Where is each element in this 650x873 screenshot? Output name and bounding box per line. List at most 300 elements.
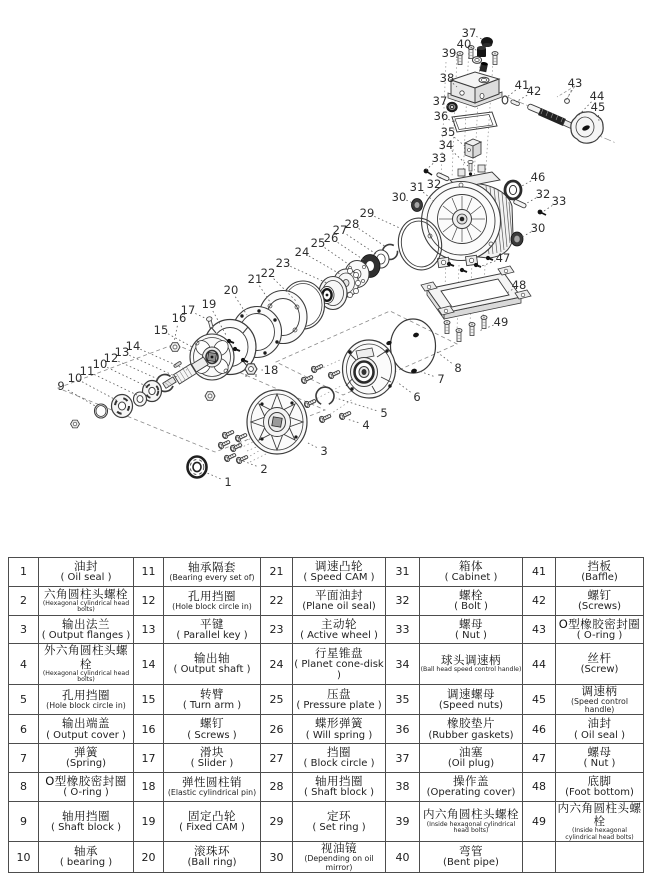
part-number-cell: 4	[9, 644, 39, 684]
part-name-cell	[39, 715, 134, 744]
part-name-en: (Spring)	[39, 759, 133, 770]
part-name-zh: 孔用挡圈	[164, 590, 260, 603]
leader-line	[336, 398, 376, 411]
part-name-en: ( Slider )	[164, 759, 260, 770]
part-bolt-33-left	[424, 169, 432, 175]
part-number-cell: 20	[134, 842, 164, 873]
part-name-zh: 转臂	[164, 688, 260, 701]
leader-line	[419, 371, 433, 376]
part-number-cell: 10	[9, 842, 39, 873]
part-name-cell	[164, 558, 261, 587]
part-name-zh: 固定凸轮	[164, 810, 260, 823]
part-name-en: ( Parallel key )	[164, 631, 260, 642]
callout-35: 35	[441, 125, 456, 139]
part-name-en: (Rubber gaskets)	[420, 731, 522, 742]
table-row	[9, 744, 644, 773]
callout-20: 20	[224, 283, 239, 297]
callout-23: 23	[276, 256, 291, 270]
part-name-en: (Oil plug)	[420, 759, 522, 770]
part-oil-seal-46	[505, 181, 521, 199]
callout-22: 22	[261, 266, 276, 280]
part-nut-left	[71, 420, 80, 428]
part-name-cell	[556, 772, 644, 801]
part-name-en: (Inside hexagonal cylindrical head bolts)	[556, 828, 643, 841]
part-name-zh: 输出端盖	[39, 717, 133, 730]
part-name-cell	[293, 558, 386, 587]
part-name-cell	[420, 558, 523, 587]
part-name-zh: 平面油封	[293, 589, 385, 602]
part-name-zh: 滑块	[164, 746, 260, 759]
part-name-cell	[39, 684, 134, 715]
part-name-en: ( Output shaft )	[164, 665, 260, 676]
part-name-en: (Inside hexagonal cylindrical head bolts)	[420, 822, 522, 835]
part-name-en: (Hexagonal cylindrical head bolts)	[39, 601, 133, 614]
part-name-en: (Screw)	[556, 665, 643, 676]
part-name-en: (Hole block circle in)	[39, 702, 133, 710]
part-name-cell	[420, 644, 523, 684]
part-name-zh: 螺母	[556, 746, 643, 759]
part-name-zh: 调速凸轮	[293, 560, 385, 573]
leader-line	[359, 228, 386, 247]
callout-29: 29	[360, 206, 375, 220]
part-oil-seal-1	[188, 457, 207, 478]
part-name-cell	[39, 558, 134, 587]
part-number-cell: 6	[9, 715, 39, 744]
part-name-cell	[164, 842, 261, 873]
table-row	[9, 772, 644, 801]
part-name-zh: 轴用挡圈	[39, 810, 133, 823]
part-name-en: (Speed nuts)	[420, 701, 522, 712]
part-name-cell	[420, 715, 523, 744]
part-name-zh: 孔用挡圈	[39, 689, 133, 702]
part-oil-mirror-30-right	[511, 232, 523, 246]
part-name-zh: 弯管	[420, 845, 522, 858]
callout-numbers	[57, 26, 605, 489]
part-name-cell	[293, 644, 386, 684]
part-name-cell	[164, 744, 261, 773]
part-screw-34	[468, 160, 473, 175]
part-bolts-49	[444, 316, 487, 342]
part-name-zh: 箱体	[420, 560, 522, 573]
part-circlip-5	[316, 387, 334, 404]
table-row	[9, 558, 644, 587]
part-name-zh: 调速螺母	[420, 688, 522, 701]
part-name-en: ( bearing )	[39, 858, 133, 869]
callout-43: 43	[568, 76, 583, 90]
part-name-zh: 轴承	[39, 845, 133, 858]
part-name-en: ( Turn arm )	[164, 701, 260, 712]
callout-12: 12	[104, 351, 119, 365]
callout-24: 24	[295, 245, 310, 259]
part-number-cell: 38	[386, 772, 420, 801]
table-row	[9, 801, 644, 841]
part-name-zh: 压盘	[293, 688, 385, 701]
part-pin-32-right	[513, 199, 527, 208]
part-name-cell	[556, 744, 644, 773]
part-number-cell: 34	[386, 644, 420, 684]
part-name-en: (Depending on oil mirror)	[293, 855, 385, 871]
part-speed-nut-35	[465, 139, 481, 158]
table-row	[9, 684, 644, 715]
part-name-zh: 挡板	[556, 560, 643, 573]
part-output-flange-3	[247, 390, 307, 454]
callout-16: 16	[172, 311, 187, 325]
part-number-cell: 27	[261, 744, 293, 773]
part-name-cell	[39, 842, 134, 873]
part-number-cell: 49	[523, 801, 556, 841]
part-number-cell: 19	[134, 801, 164, 841]
callout-34: 34	[439, 138, 454, 152]
part-name-zh: 输出法兰	[39, 618, 133, 631]
callout-2: 2	[260, 462, 267, 476]
part-name-en: (Operating cover)	[420, 788, 522, 799]
part-number-cell: 16	[134, 715, 164, 744]
part-foot-bracket	[421, 266, 531, 319]
table-row	[9, 615, 644, 644]
callout-47: 47	[496, 251, 511, 265]
callout-4: 4	[362, 418, 369, 432]
part-number-cell	[523, 842, 556, 873]
leader-line	[454, 137, 466, 147]
part-name-en: ( Output flanges )	[39, 631, 133, 642]
part-name-cell	[293, 715, 386, 744]
callout-27: 27	[333, 223, 348, 237]
part-name-cell	[164, 615, 261, 644]
part-name-zh: 螺母	[420, 618, 522, 631]
part-name-cell	[420, 586, 523, 615]
part-operating-cover-38	[448, 72, 502, 107]
part-name-cell	[293, 684, 386, 715]
part-oil-plug-37-top	[481, 37, 493, 47]
part-name-zh: 输出轴	[164, 652, 260, 665]
part-name-cell	[39, 801, 134, 841]
part-name-en: ( Planet cone-disk )	[293, 660, 385, 681]
leader-line	[567, 90, 571, 99]
leader-line	[68, 390, 97, 407]
part-number-cell: 40	[386, 842, 420, 873]
part-name-zh: 螺钉	[556, 589, 643, 602]
part-name-en: ( Pressure plate )	[293, 701, 385, 712]
parts-table	[8, 557, 644, 873]
part-name-en: (Hexagonal cylindrical head bolts)	[39, 671, 133, 684]
part-number-cell: 45	[523, 684, 556, 715]
part-name-zh: 螺钉	[164, 717, 260, 730]
leader-line	[308, 443, 317, 447]
part-name-en: ( Nut )	[420, 631, 522, 642]
part-number-cell: 41	[523, 558, 556, 587]
part-name-en: (Speed control handle)	[556, 698, 643, 714]
part-number-cell: 28	[261, 772, 293, 801]
part-name-cell	[556, 684, 644, 715]
part-parallel-key-13	[173, 361, 181, 368]
part-name-cell	[39, 772, 134, 801]
part-number-cell: 46	[523, 715, 556, 744]
part-pin-18	[245, 364, 257, 377]
callout-49: 49	[494, 315, 509, 329]
part-name-cell	[556, 558, 644, 587]
part-name-cell	[293, 744, 386, 773]
leader-line	[397, 382, 411, 392]
part-name-en: ( Shaft block )	[293, 788, 385, 799]
part-name-en: (Foot bottom)	[556, 788, 643, 799]
part-name-cell	[420, 684, 523, 715]
part-slider-17	[206, 316, 214, 328]
part-number-cell: 29	[261, 801, 293, 841]
leader-line	[129, 355, 177, 377]
part-name-cell	[164, 715, 261, 744]
callout-8: 8	[454, 361, 461, 375]
part-name-en: (Bearing every set of)	[164, 574, 260, 582]
part-name-zh: 轴承隔套	[164, 561, 260, 574]
part-output-cover-6	[343, 340, 396, 398]
callout-44: 44	[590, 89, 605, 103]
callout-18: 18	[264, 363, 279, 377]
part-name-cell	[293, 842, 386, 873]
part-number-cell: 15	[134, 684, 164, 715]
leader-line	[174, 326, 177, 342]
leader-line	[325, 248, 351, 266]
part-name-zh: 蝶形弹簧	[293, 717, 385, 730]
table-row	[9, 715, 644, 744]
part-number-cell: 35	[386, 684, 420, 715]
table-row	[9, 842, 644, 873]
leader-line	[290, 266, 327, 283]
part-number-cell: 33	[386, 615, 420, 644]
part-name-cell	[39, 744, 134, 773]
part-nut-16	[170, 343, 180, 352]
callout-39: 39	[442, 46, 457, 60]
part-shaft-block-9	[95, 404, 108, 418]
part-name-cell	[420, 744, 523, 773]
part-number-cell: 3	[9, 615, 39, 644]
callout-9: 9	[57, 379, 64, 393]
part-name-cell	[556, 842, 644, 873]
part-name-en: ( Will spring )	[293, 731, 385, 742]
part-bearing-10a	[112, 395, 133, 418]
table-row	[9, 586, 644, 615]
part-name-zh: 主动轮	[293, 618, 385, 631]
part-name-cell	[293, 615, 386, 644]
callout-25: 25	[311, 236, 326, 250]
part-oil-mirror-30-left	[412, 199, 423, 212]
callout-38: 38	[440, 71, 455, 85]
part-name-zh: 橡胶垫片	[420, 717, 522, 730]
part-name-cell	[420, 615, 523, 644]
part-nut-below-arm	[205, 392, 215, 401]
part-number-cell: 9	[9, 801, 39, 841]
callout-41: 41	[515, 78, 530, 92]
part-name-en: (Hole block circle in)	[164, 603, 260, 611]
part-bent-pipe-40	[472, 46, 488, 72]
callout-6: 6	[413, 390, 420, 404]
part-number-cell: 17	[134, 744, 164, 773]
part-name-zh: O型橡胶密封圈	[39, 775, 133, 788]
part-name-cell	[556, 615, 644, 644]
leader-line	[527, 198, 536, 203]
part-name-en: ( Block circle )	[293, 759, 385, 770]
callout-17: 17	[181, 303, 196, 317]
leader-line	[437, 352, 452, 363]
part-number-cell: 25	[261, 684, 293, 715]
part-name-en: (Ball head speed control handle)	[420, 667, 522, 674]
part-name-cell	[556, 586, 644, 615]
part-name-cell	[164, 801, 261, 841]
part-number-cell: 39	[386, 801, 420, 841]
part-name-en: (Plane oil seal)	[293, 602, 385, 613]
callout-33: 33	[552, 194, 567, 208]
part-number-cell: 43	[523, 615, 556, 644]
part-name-zh: 油塞	[420, 746, 522, 759]
part-name-zh: 调速柄	[556, 685, 643, 698]
callout-28: 28	[345, 217, 360, 231]
part-number-cell: 1	[9, 558, 39, 587]
part-name-cell	[420, 801, 523, 841]
part-number-cell: 11	[134, 558, 164, 587]
part-name-zh: 操作盖	[420, 775, 522, 788]
leader-line	[347, 419, 358, 423]
part-number-cell: 12	[134, 586, 164, 615]
callout-19: 19	[202, 297, 217, 311]
part-name-zh: 六角圆柱头螺栓	[39, 588, 133, 601]
callout-48: 48	[512, 278, 527, 292]
part-name-zh: 内六角圆柱头螺栓	[556, 802, 643, 828]
callout-15: 15	[154, 323, 169, 337]
part-name-cell	[556, 644, 644, 684]
part-number-cell: 2	[9, 586, 39, 615]
part-name-zh: 弹簧	[39, 746, 133, 759]
part-name-en: ( Set ring )	[293, 823, 385, 834]
callout-32: 32	[536, 187, 551, 201]
part-name-zh: 定环	[293, 810, 385, 823]
leader-line	[140, 349, 187, 370]
part-number-cell: 21	[261, 558, 293, 587]
part-name-cell	[164, 684, 261, 715]
leader-line	[309, 256, 340, 274]
callout-40: 40	[457, 37, 472, 51]
callout-26: 26	[324, 231, 339, 245]
part-name-cell	[556, 715, 644, 744]
part-name-en: ( Fixed CAM )	[164, 823, 260, 834]
part-name-zh: 底脚	[556, 775, 643, 788]
part-number-cell: 23	[261, 615, 293, 644]
callout-37: 37	[433, 94, 448, 108]
part-name-en: ( Shaft block )	[39, 823, 133, 834]
part-name-en: ( O-ring )	[556, 631, 643, 642]
part-name-cell	[293, 586, 386, 615]
part-number-cell: 48	[523, 772, 556, 801]
part-number-cell: 14	[134, 644, 164, 684]
callout-14: 14	[126, 339, 141, 353]
callout-21: 21	[248, 272, 263, 286]
part-name-cell	[293, 772, 386, 801]
callout-31: 31	[410, 180, 425, 194]
part-name-en: ( Screws )	[164, 731, 260, 742]
part-name-en: ( Nut )	[556, 759, 643, 770]
callout-10: 10	[93, 357, 108, 371]
part-name-en: (Elastic cylindrical pin)	[164, 789, 260, 797]
leader-line	[243, 461, 257, 466]
part-name-en: ( Active wheel )	[293, 631, 385, 642]
part-name-en: (Baffle)	[556, 573, 643, 584]
leader-line	[347, 234, 376, 254]
part-rubber-gasket-36	[452, 112, 497, 132]
part-spacer-ring-11	[134, 392, 147, 406]
part-name-en: ( O-ring )	[39, 788, 133, 799]
part-number-cell: 18	[134, 772, 164, 801]
part-number-cell: 42	[523, 586, 556, 615]
callout-30: 30	[392, 190, 407, 204]
part-screw-rod-44	[538, 108, 574, 129]
part-name-zh: 油封	[556, 717, 643, 730]
part-number-cell: 22	[261, 586, 293, 615]
part-name-en: (Bent pipe)	[420, 858, 522, 869]
part-name-cell	[39, 644, 134, 684]
part-name-zh: 行星锥盘	[293, 647, 385, 660]
part-number-cell: 31	[386, 558, 420, 587]
callout-42: 42	[527, 84, 542, 98]
callout-3: 3	[320, 444, 327, 458]
part-number-cell: 30	[261, 842, 293, 873]
part-name-en: (Ball ring)	[164, 858, 260, 869]
part-o-ring-8	[391, 319, 436, 373]
callout-33: 33	[432, 151, 447, 165]
part-name-zh: 油封	[39, 560, 133, 573]
callout-30: 30	[531, 221, 546, 235]
part-name-en: ( Output cover )	[39, 731, 133, 742]
leader-line	[374, 216, 404, 230]
part-name-zh: 球头调速柄	[420, 654, 522, 667]
table-row	[9, 644, 644, 684]
part-number-cell: 24	[261, 644, 293, 684]
part-name-zh: 滚珠环	[164, 845, 260, 858]
leader-line	[195, 313, 207, 319]
part-name-zh: 弹性圆柱销	[164, 776, 260, 789]
part-name-zh: O型橡胶密封圈	[556, 618, 643, 631]
part-number-cell: 13	[134, 615, 164, 644]
leader-line	[516, 95, 527, 102]
part-number-cell: 8	[9, 772, 39, 801]
part-name-en: ( Oil seal )	[39, 573, 133, 584]
part-name-cell	[420, 772, 523, 801]
part-name-zh: 视油镜	[293, 842, 385, 855]
callout-37: 37	[462, 26, 477, 40]
part-number-cell: 47	[523, 744, 556, 773]
callout-46: 46	[531, 170, 546, 184]
part-name-en: ( Cabinet )	[420, 573, 522, 584]
part-name-zh: 挡圈	[293, 746, 385, 759]
part-spring-7a	[412, 332, 419, 338]
part-name-zh: 轴用挡圈	[293, 775, 385, 788]
part-screw-42	[510, 99, 520, 106]
part-name-cell	[556, 801, 644, 841]
part-o-ring-43	[565, 99, 570, 104]
part-number-cell: 32	[386, 586, 420, 615]
part-name-zh: 螺栓	[420, 589, 522, 602]
part-name-cell	[293, 801, 386, 841]
part-name-cell	[420, 842, 523, 873]
leader-line	[338, 242, 364, 260]
part-oil-plug-37-mid	[447, 103, 456, 111]
callout-36: 36	[434, 109, 449, 123]
part-name-cell	[39, 615, 134, 644]
part-name-cell	[164, 644, 261, 684]
callout-32: 32	[427, 177, 442, 191]
part-name-cell	[164, 586, 261, 615]
part-number-cell: 44	[523, 644, 556, 684]
part-name-zh: 丝杆	[556, 652, 643, 665]
callout-7: 7	[437, 372, 444, 386]
part-name-zh: 外六角圆柱头螺栓	[39, 644, 133, 670]
